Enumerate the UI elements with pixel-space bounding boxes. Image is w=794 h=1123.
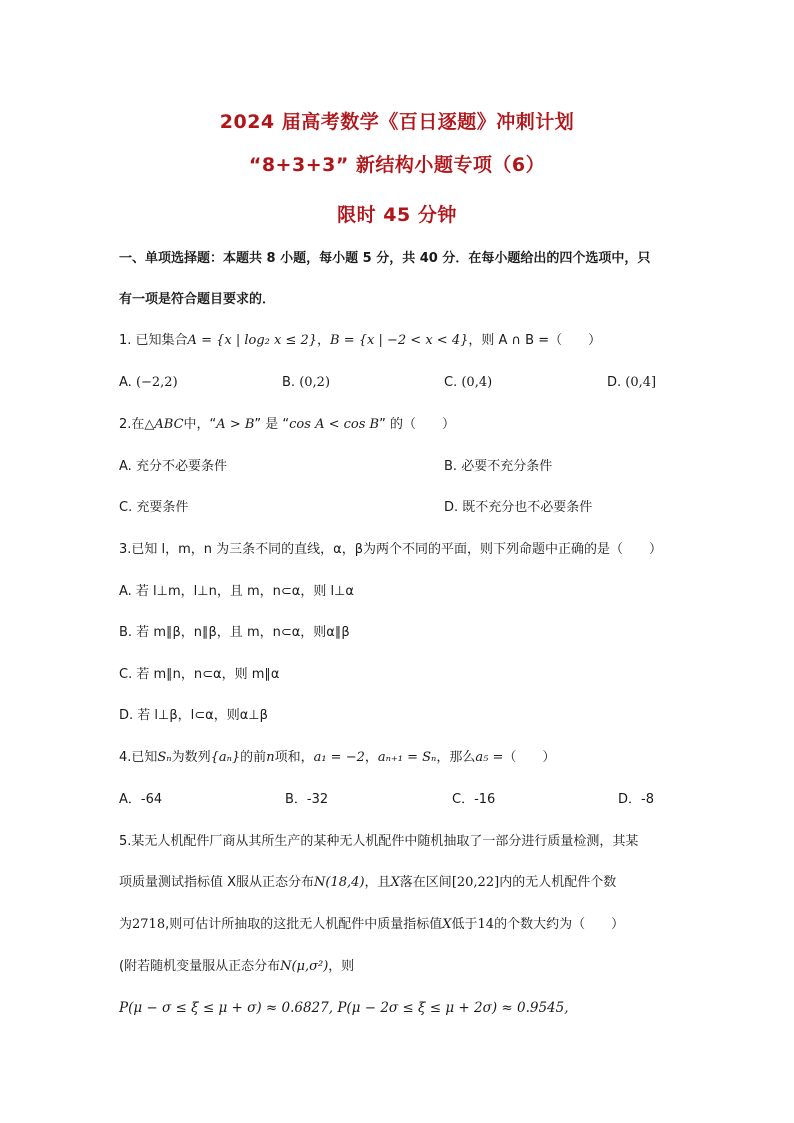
title-line-1: 2024 届高考数学《百日逐题》冲刺计划 xyxy=(219,111,575,133)
question-2-stem: 2.在△ABC中，“A > B” 是 “cos A < cos B” 的（ ） xyxy=(119,417,455,432)
q2-option-d: D. 既不充分也不必要条件 xyxy=(444,500,593,515)
q2-option-b: B. 必要不充分条件 xyxy=(444,459,553,474)
q1-prefix: 1. 已知集合 xyxy=(119,333,188,348)
q1-sep: ， xyxy=(317,333,331,348)
q1-option-c: C. (0,4) xyxy=(444,375,493,390)
q1-set-b: B = {x | −2 < x < 4} xyxy=(330,333,469,348)
q2-triangle: △ABC xyxy=(144,417,184,432)
section-intro-line-2: 有一项是符合题目要求的． xyxy=(119,292,276,307)
question-1-stem xyxy=(119,332,601,350)
q2-cond-2: cos A < cos B xyxy=(289,417,380,432)
q4-option-c: C．-16 xyxy=(452,792,496,807)
title-line-3: 限时 45 分钟 xyxy=(337,204,457,226)
question-4-stem: 4.已知Sₙ为数列{aₙ}的前n项和，a₁ = −2，aₙ₊₁ = Sₙ，那么a₅ =（ ） xyxy=(119,750,556,765)
question-5-line-2: 项质量测试指标值 X服从正态分布N(18,4)，且X落在区间[20,22]内的无人机配件个数 xyxy=(119,875,617,890)
q1-set-a: A = {x | log₂ x ≤ 2} xyxy=(187,333,318,348)
q4-option-b: B．-32 xyxy=(285,792,329,807)
question-5-formula: P(μ − σ ≤ ξ ≤ μ + σ) ≈ 0.6827, P(μ − 2σ ≤ ξ ≤ μ + 2σ) ≈ 0.9545, xyxy=(119,1000,569,1016)
q3-option-d: D. 若 l⊥β，l⊂α，则α⊥β xyxy=(119,708,268,723)
section-intro-line-1: 一、单项选择题：本题共 8 小题，每小题 5 分，共 40 分．在每小题给出的四个选项中，只 xyxy=(119,251,651,266)
q2-option-c: C. 充要条件 xyxy=(119,500,189,515)
q3-option-b: B. 若 m∥β，n∥β，且 m，n⊂α，则α∥β xyxy=(119,625,350,640)
q3-option-c: C. 若 m∥n，n⊂α，则 m∥α xyxy=(119,667,280,682)
q2-option-a: A. 充分不必要条件 xyxy=(119,459,227,474)
question-3-stem: 3.已知 l，m，n 为三条不同的直线，α，β为两个不同的平面，则下列命题中正确的是（ ） xyxy=(119,542,663,557)
title-line-2: “8+3+3” 新结构小题专项（6） xyxy=(248,154,546,176)
question-5-line-1: 5.某无人机配件厂商从其所生产的某种无人机配件中随机抽取了一部分进行质量检测，其某 xyxy=(119,834,639,849)
q4-option-a: A．-64 xyxy=(119,792,163,807)
q1-option-d: D. (0,4] xyxy=(607,375,657,390)
q4-option-d: D．-8 xyxy=(618,792,654,807)
question-5-line-4: (附若随机变量服从正态分布N(μ,σ²)，则 xyxy=(119,959,355,974)
q3-option-a: A. 若 l⊥m，l⊥n，且 m，n⊂α，则 l⊥α xyxy=(119,584,354,599)
q1-tail: ，则 A ∩ B =（ ） xyxy=(468,333,602,348)
question-5-line-3: 为2718,则可估计所抽取的这批无人机配件中质量指标值X低于14的个数大约为（ ） xyxy=(119,917,625,932)
q1-option-b: B. (0,2) xyxy=(282,375,331,390)
q2-cond-1: A > B xyxy=(216,417,255,432)
q1-option-a: A. (−2,2) xyxy=(119,375,178,390)
